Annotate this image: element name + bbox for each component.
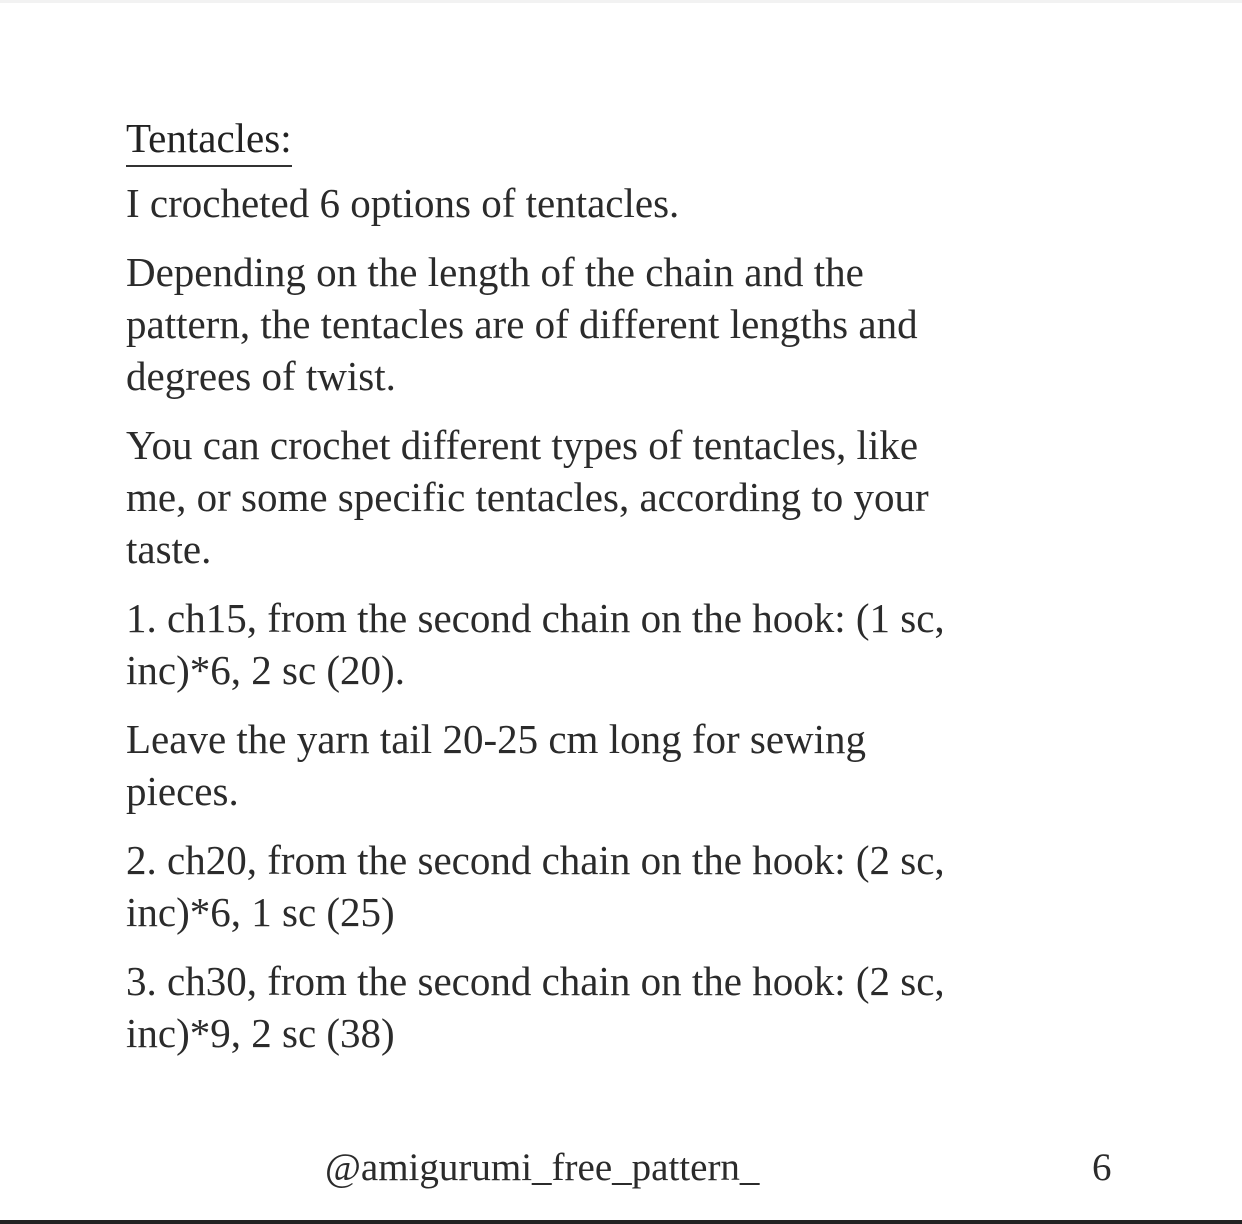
paragraph-types-note: You can crochet different types of tentacles, like me, or some specific tentacles, according to your taste.: [126, 422, 929, 572]
instruction-step-3: 3. ch30, from the second chain on the hook: (2 sc, inc)*9, 2 sc (38): [126, 958, 945, 1056]
section-heading: Tentacles:: [126, 112, 292, 167]
page-footer: [0, 1144, 1242, 1194]
bottom-edge-divider: [0, 1220, 1242, 1224]
page-content: [126, 112, 1136, 1076]
paragraph-length-note: Depending on the length of the chain and the pattern, the tentacles are of different lengths and degrees of twist.: [126, 249, 918, 399]
instruction-step-1: 1. ch15, from the second chain on the hook: (1 sc, inc)*6, 2 sc (20).: [126, 595, 945, 693]
top-edge-divider: [0, 0, 1242, 3]
page-number: 6: [1092, 1146, 1112, 1189]
instruction-step-2: 2. ch20, from the second chain on the hook: (2 sc, inc)*6, 1 sc (25): [126, 837, 945, 935]
paragraph-intro: I crocheted 6 options of tentacles.: [126, 180, 680, 226]
footer-handle: @amigurumi_free_pattern_: [325, 1146, 760, 1189]
paragraph-yarn-tail: Leave the yarn tail 20-25 cm long for sewing pieces.: [126, 716, 867, 814]
